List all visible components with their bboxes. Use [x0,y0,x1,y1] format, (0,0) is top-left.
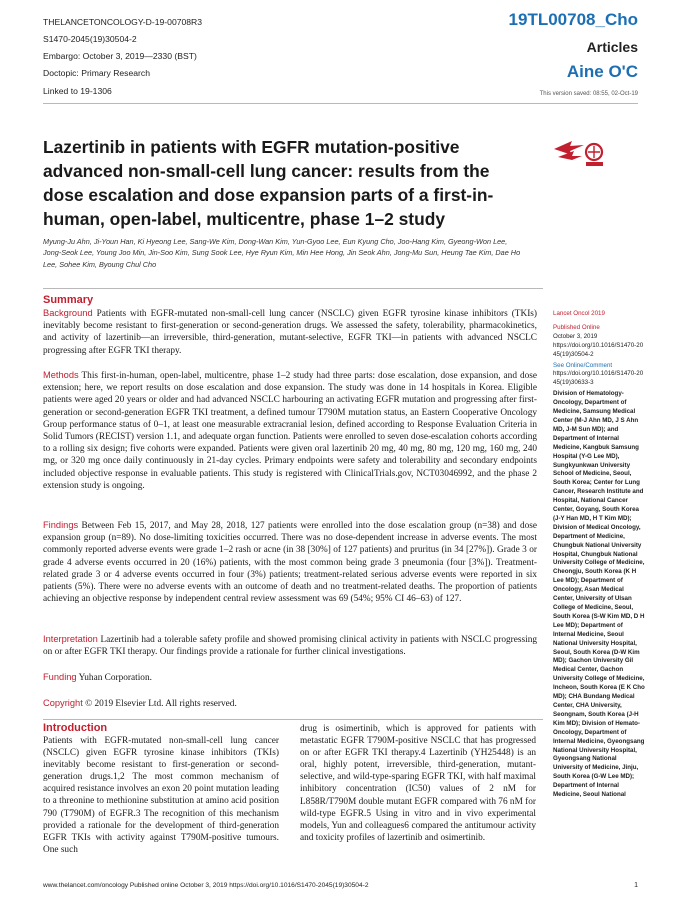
copyright-paragraph [43,697,537,710]
summary-heading: Summary [43,294,94,306]
copyright-text: © 2019 Elsevier Ltd. All rights reserved. [85,699,237,709]
embargo-line: Embargo: October 3, 2019—2330 (BST) [43,51,197,61]
page-number: 1 [634,882,638,889]
background-label: Background [43,308,93,318]
background-text: Patients with EGFR-mutated non-small-cell lung cancer (NSCLC) given EGFR tyrosine kinase inhibitors (TKIs) inevitably become resistant to first-generation or second-generation drugs. We assessed the safety, tolerability, pharmacokinetics, and activity of lazertinib—an irreversible, third-generation, mutant-selective, EGFR TKI—in patients with advanced NSCLC progressing after EGFR TKI therapy. [43,309,538,356]
section-label: Articles [586,39,638,55]
findings-paragraph [43,519,537,605]
manuscript-id: THELANCETONCOLOGY-D-19-00708R3 [43,17,203,27]
funding-label: Funding [43,672,77,682]
copyright-label: Copyright [43,698,83,708]
summary-rule [43,288,543,289]
introduction-heading: Introduction [43,722,108,734]
sidebar-see-comment[interactable]: See Online/Comment [553,361,613,369]
interpretation-paragraph [43,633,537,658]
article-title: Lazertinib in patients with EGFR mutation-positive advanced non-small-cell lung cancer: results from the dose escalation and dose expansion parts of a first-in-human, open-label, multicentre, phase 1–2 study [43,137,494,229]
background-paragraph [43,307,537,357]
findings-label: Findings [43,520,79,530]
sidebar [553,310,645,800]
page-footer: www.thelancet.com/oncology Published online October 3, 2019 https://doi.org/10.1016/S1470-2045(19)30504-2 [43,882,369,889]
interpretation-label: Interpretation [43,634,98,644]
sidebar-published-label: Published Online [553,323,600,331]
stamp-code: 19TL00708_Cho [508,10,638,29]
methods-paragraph [43,369,537,492]
linked-line: Linked to 19-1306 [43,86,112,96]
sidebar-doi-link[interactable]: https://doi.org/10.1016/S1470-2045(19)30504-2 [553,341,644,358]
funding-paragraph [43,671,537,684]
author-list: Myung-Ju Ahn, Ji-Youn Han, Ki Hyeong Lee, Sang-We Kim, Dong-Wan Kim, Yun-Gyoo Lee, Eun Kyung Cho, Joo-Hang Kim, Gyeong-Won Lee, Jong-Seok Lee, Young Joo Min, Jin-Soo Kim, Sung Sook Lee, Hye Ryun Kim, Min Hee Hong, Jin Seok Ahn, Jong-Mu Sun, Heung Tae Kim, Dae Ho Lee, Sohee Kim, Byoung Chul Cho [43,237,521,269]
intro-column-2: drug is osimertinib, which is approved for patients with metastatic EGFR T790M-positive NSCLC that has progressed on or after EGFR TKI therapy.4 Lazertinib (YH25448) is an oral, highly potent, irreversible, third-generation, mutant-selective, and wild-type-sparing EGFR TKI, with half maximal inhibitory concentration (IC50) values of 2 nM for L858R/T790M double mutant EGFR compared with 76 nM for wild-type EGFR.5 Using in vitro and in vivo experimental models, Yun and colleagues6 compared the antitumour activity and toxicity profiles of lazertinib and osimertinib. [300,724,537,843]
header-rule [43,103,638,104]
sidebar-affiliations: Division of Hematology-Oncology, Department of Medicine, Samsung Medical Center (M-J Ahn MD, J S Ahn MD, J-M Sun MD); and Department of Internal Medicine, Kangbuk Samsung Hospital (Y-G Lee MD), Sungkyunkwan University School of Medicine, Seoul, South Korea; Center for Lung Cancer, Research Institute and Hospital, National Cancer Center, Goyang, South Korea (J-Y Han MD, H T Kim MD); Division of Medical Oncology, Department of Medicine, Chungbuk National University Hospital, Chungbuk National University College of Medicine, Cheongju, South Korea (K H Lee MD); Department of Oncology, Asan Medical Center, University of Ulsan College of Medicine, Seoul, South Korea (S-W Kim MD, D H Lee MD); Department of Internal Medicine, Seoul National University Hospital, Seoul, South Korea (D-W Kim MD); Gachon University Gil Medical Center, Gachon University College of Medicine, Incheon, South Korea (E K Cho MD); CHA Bundang Medical Center, CHA University, Seongnam, South Korea (J-H Kim MD); Division of Hemato-Oncology, Department of Internal Medicine, Gyeongsang National University Hospital, Gyeongsang National University of Medicine, Jinju, South Korea (G-W Lee MD); Department of Internal Medicine, Seoul National [553,390,645,799]
stamp-name: Aine O'C [566,62,638,81]
article-code: S1470-2045(19)30504-2 [43,34,137,44]
sidebar-comment-doi-link[interactable]: https://doi.org/10.1016/S1470-2045(19)30633-3 [553,370,644,387]
interpretation-text: Lazertinib had a tolerable safety profile and showed promising clinical activity in patients with NSCLC progressing on or after EGFR TKI therapy. Our findings provide a rationale for further clinical investigations. [43,635,537,658]
intro-rule [43,719,543,720]
sidebar-published-date: October 3, 2019 [553,332,598,340]
funding-text: Yuhan Corporation. [78,673,152,683]
sidebar-journal: Lancet Oncol 2019 [553,310,605,317]
methods-text: This first-in-human, open-label, multicentre, phase 1–2 study had three parts: dose escalation, dose expansion, and dose extension; here, we report results on dose escalation and dose expansion. The study was done in 14 hospitals in Korea. Eligible patients were aged 20 years or older and had advanced NSCLC harbouring an activating EGFR mutation and progressing after first-generation or second-generation EGFR TKI treatment, a defined tumour T790M mutation status, an Eastern Cooperative Oncology Group performance status of 0–1, at least one measurable extracranial lesion, defined according to Response Evaluation Criteria in Solid Tumors (RECIST) version 1.1, and adequate organ function. Patients were enrolled to seven dose-escalation cohorts according to a rolling six design; five cohorts were expanded. Patients were given oral lazertinib 20 mg, 40 mg, 80 mg, 120 mg, 160 mg, 240 mg, or 320 mg once daily continuously in 21-day cycles. Primary endpoints were safety and tolerability and secondary endpoints included objective response in evaluable patients. This study is registered with ClinicalTrials.gov, NCT03046992, and the phase 2 extension study is ongoing. [43,371,538,491]
methods-label: Methods [43,370,79,380]
findings-text: Between Feb 15, 2017, and May 28, 2018, 127 patients were enrolled into the dose escalation group (n=38) and dose expansion group (n=89). No dose-limiting toxicities occurred. There was no dose-dependent increase in adverse events. The most commonly reported adverse events were grade 1–2 rash or acne (in 38 [30%] of 127 patients) and pruritus (in 34 [27%]). Grade 3 or grade 4 adverse events occurred in 20 (16%) patients, with the most common being grade 3 pneumonia (four [3%]). Treatment-related grade 3 or 4 adverse events occurred in four (3%) patients; treatment-related serious adverse events were reported in six patients (5%). There were no adverse events with an outcome of death and no treatment-related deaths. The proportion of patients achieving an objective response by independent central review assessment was 69 (54%; 95% CI 46–63) of 127. [43,521,538,605]
intro-column-1: Patients with EGFR-mutated non-small-cell lung cancer (NSCLC) given EGFR tyrosine kinase inhibitors (TKIs) inevitably become resistant to first-generation or second-generation drugs.1,2 The most common mechanism of acquired resistance involves an exon 20 point mutation leading to a threonine to methionine substitution at amino acid position 790 (T790M) of EGFR.3 The recognition of this mechanism provided a rationale for the development of third-generation EGFR TKIs with activity against T790M-positive tumours. One such [43,736,279,855]
doctopic-line: Doctopic: Primary Research [43,68,150,78]
crossmark-logo-icon[interactable] [550,137,610,171]
version-line: This version saved: 08:55, 02-Oct-19 [539,91,638,97]
